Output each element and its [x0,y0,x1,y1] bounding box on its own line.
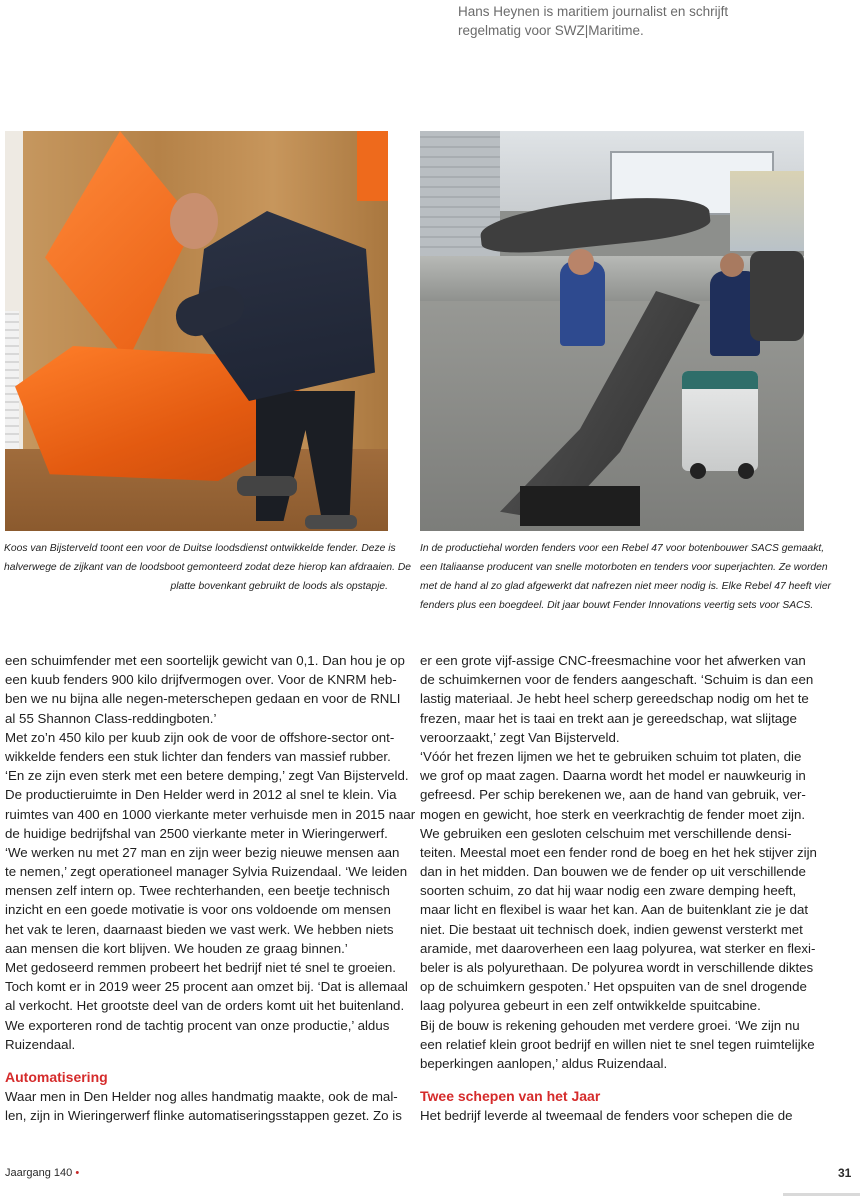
body-line: dan in het midden. Dan bouwen we de fender op uit verschillende [420,864,806,880]
body-line: mensen zelf intern op. Twee rechterhanden, een beetje technisch [5,883,390,899]
body-line: te nemen,’ zegt operationeel manager Sylvia Ruizendaal. ‘We leiden [5,864,408,880]
body-line: Waar men in Den Helder nog alles handmatig maakte, ook de mal- [5,1089,398,1105]
caption-line: halverwege de zijkant van de loodsboot gemonteerd zodat deze hierop kan afdraaien. De [4,562,411,573]
body-line: ruimtes van 400 en 1000 vierkante meter verhuisde men in 2015 naar [5,806,416,822]
body-line: al verkocht. Het grootste deel van de orders komt uit het buitenland. [5,998,405,1014]
body-line: Het bedrijf leverde al tweemaal de fenders voor schepen die de [420,1108,793,1124]
body-line: de huidige bedrijfshal van 2500 vierkante meter in Wieringerwerf. [5,825,388,841]
body-line: al 55 Shannon Class-reddingboten.’ [5,710,217,726]
author-bio-line: Hans Heynen is maritiem journalist en schrijft [458,4,729,19]
body-line: ben we nu bijna alle negen-meterschepen gedaan en voor de RNLI [5,691,401,707]
body-line: de schuimkernen voor de fenders aangeschaft. ‘Schuim is dan een [420,672,814,688]
journal-volume-label: Jaargang 140 [5,1167,73,1179]
body-line: gefreesd. Per schip berekenen we, aan de hand van gebruik, ver- [420,787,806,803]
body-line: wikkelde fenders een stuk lichter dan fenders van massief rubber. [5,748,391,764]
body-line: beperkingen aanlopen,’ aldus Ruizendaal. [420,1055,668,1071]
body-line: aramide, met daaroverheen een laag polyurea, wat sterker en flexi- [420,940,816,956]
body-line: mogen en gewicht, hoe sterk en veerkrachtig de fender moet zijn. [420,806,806,822]
caption-line: Koos van Bijsterveld toont een voor de Duitse loodsdienst ontwikkelde fender. Deze is [4,543,396,554]
body-line: frezen, maar het is taai en trekt aan je gereedschap, wat slijtage [420,710,797,726]
body-line: We gebruiken een gesloten celschuim met verschillende densi- [420,825,792,841]
author-bio-line: regelmatig voor SWZ|Maritime. [458,23,644,38]
caption-line: met de hand al zo glad afgewerkt dat nafrezen niet meer nodig is. Elke Rebel 47 heeft vier [420,581,831,592]
body-line: er een grote vijf-assige CNC-freesmachine voor het afwerken van [420,653,806,668]
body-line: Met gedoseerd remmen probeert het bedrijf niet té snel te groeien. [5,960,397,975]
body-line: een kuub fenders 900 kilo drijfvermogen over. Voor de KNRM heb- [5,672,397,688]
body-line: De productieruimte in Den Helder werd in 2012 al snel te klein. Via [5,787,397,803]
body-line: soorten schuim, zo dat hij waar nodig een zware demping heeft, [420,883,797,899]
body-line: maar licht en flexibel is waar het kan. Aan de buitenklant zie je dat [420,902,809,918]
section-heading-automatisering: Automatisering [5,1068,108,1085]
journal-volume [5,1167,79,1179]
body-line: Toch komt er in 2019 weer 25 procent aan omzet bij. ‘Dat is allemaal [5,979,408,995]
body-line: het vak te leren, daarnaast bieden we vast werk. We hebben niets [5,921,394,937]
body-line: ‘We werken nu met 27 man en zijn weer bezig nieuwe mensen aan [5,844,400,860]
caption-line: fenders plus een boegdeel. Dit jaar bouwt Fender Innovations veertig sets voor SACS. [420,600,814,611]
body-line: ‘Vóór het frezen lijmen we het te gebruiken schuim tot platen, die [420,748,802,764]
body-line: laag polyurea gebeurt in een zelf ontwikkelde spuitcabine. [420,998,761,1014]
photo-caption-right [420,539,831,615]
body-line: niet. Die bestaat uit technisch doek, indien gewenst versterkt met [420,921,803,937]
body-line: een schuimfender met een soortelijk gewicht van 0,1. Dan hou je op [5,653,405,668]
photo-production-hall [420,131,804,531]
body-line: op de schuimkern gespoten.’ Het opspuiten van de snel drogende [420,979,807,995]
body-line: veroorzaakt,’ zegt Van Bijsterveld. [420,729,620,745]
body-line: Met zo’n 450 kilo per kuub zijn ook de voor de offshore-sector ont- [5,729,395,745]
author-bio [458,2,758,40]
body-line: Ruizendaal. [5,1036,76,1052]
page-number: 31 [838,1166,852,1180]
body-line: beler is als polyurethaan. De polyurea wordt in verschillende diktes [420,960,814,975]
caption-line: een Italiaanse producent van snelle motorboten en tenders voor superjachten. Ze worden [420,562,828,573]
section-heading-twee-schepen: Twee schepen van het Jaar [420,1088,601,1105]
body-line: len, zijn in Wieringerwerf flinke automatiseringsstappen gezet. Zo is [5,1108,402,1124]
footer-rule [783,1193,860,1196]
body-line: teiten. Meestal moet een fender rond de boeg en het hek stijver zijn [420,844,817,860]
caption-line: In de productiehal worden fenders voor een Rebel 47 voor botenbouwer SACS gemaakt, [420,543,825,554]
bullet-icon: • [75,1167,80,1179]
photo-caption-left [4,539,411,596]
body-line: Bij de bouw is rekening gehouden met verdere groei. ‘We zijn nu [420,1017,800,1033]
body-line: inzicht en een goede motivatie is voor ons voldoende om mensen [5,902,391,918]
body-line: aan mensen die kort blijven. We houden ze graag binnen.’ [5,940,348,956]
caption-line: platte bovenkant gebruikt de loods als opstapje. [170,581,388,592]
body-line: ‘En ze zijn even sterk met een betere demping,’ zegt Van Bijsterveld. [5,768,409,784]
photo-fender-demonstration [5,131,388,531]
body-line: een relatief klein groot bedrijf en willen niet te snel tegen ruimtelijke [420,1036,815,1052]
body-line: we grof op maat zagen. Daarna wordt het model er nauwkeurig in [420,768,806,784]
body-line: We exporteren rond de tachtig procent van onze productie,’ aldus [5,1017,390,1033]
article-column-left [5,651,416,1126]
article-column-right [420,651,817,1126]
body-line: lastig materiaal. Je hebt heel scherp gereedschap nodig om het te [420,691,809,707]
